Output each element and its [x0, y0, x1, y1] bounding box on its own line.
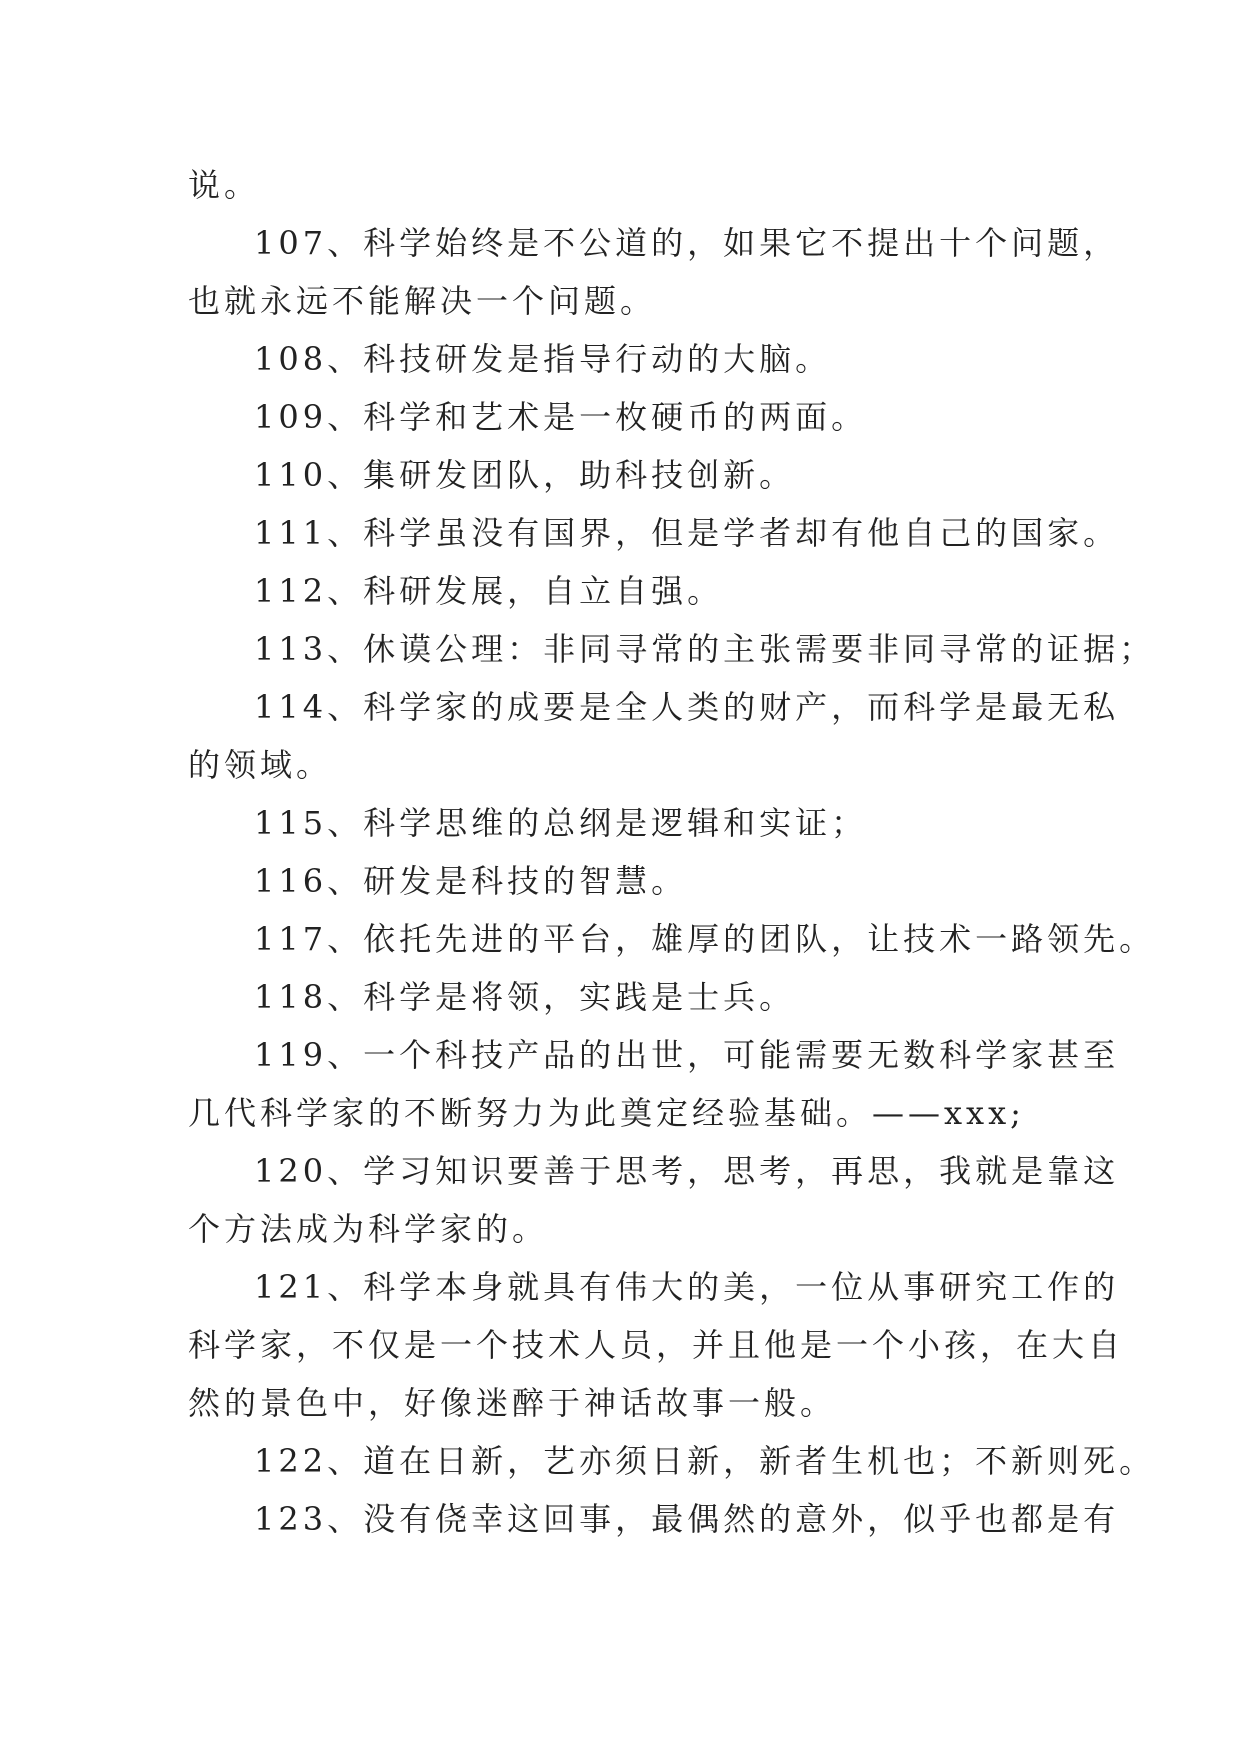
- paragraph-119-line-1: 119、一个科技产品的出世，可能需要无数科学家甚至: [254, 1036, 1120, 1074]
- paragraph-118: 118、科学是将领，实践是士兵。: [254, 978, 796, 1016]
- paragraph-117: 117、依托先进的平台，雄厚的团队，让技术一路领先。: [254, 920, 1156, 958]
- paragraph-114-line-1: 114、科学家的成要是全人类的财产，而科学是最无私: [254, 688, 1120, 726]
- paragraph-107-line-1: 107、科学始终是不公道的，如果它不提出十个问题，: [254, 224, 1120, 262]
- document-body: [188, 156, 1156, 1548]
- paragraph-109: 109、科学和艺术是一枚硬币的两面。: [254, 398, 868, 436]
- paragraph-108: 108、科技研发是指导行动的大脑。: [254, 340, 832, 378]
- paragraph-121-line-2: 科学家，不仅是一个技术人员，并且他是一个小孩，在大自: [188, 1326, 1125, 1364]
- paragraph-119-line-2: 几代科学家的不断努力为此奠定经验基础。——xxx;: [188, 1094, 1025, 1132]
- paragraph-107-line-2: 也就永远不能解决一个问题。: [188, 282, 657, 320]
- paragraph-122: 122、道在日新，艺亦须日新，新者生机也；不新则死。: [254, 1442, 1156, 1480]
- paragraph-120-line-1: 120、学习知识要善于思考，思考，再思，我就是靠这: [254, 1152, 1120, 1190]
- paragraph-112: 112、科研发展，自立自强。: [254, 572, 724, 610]
- text-line: 说。: [188, 166, 261, 204]
- paragraph-110: 110、集研发团队，助科技创新。: [254, 456, 796, 494]
- paragraph-121-line-1: 121、科学本身就具有伟大的美，一位从事研究工作的: [254, 1268, 1120, 1306]
- paragraph-114-line-2: 的领域。: [188, 746, 333, 784]
- paragraph-111: 111、科学虽没有国界，但是学者却有他自己的国家。: [254, 514, 1120, 552]
- paragraph-121-line-3: 然的景色中，好像迷醉于神话故事一般。: [188, 1384, 837, 1422]
- paragraph-113: 113、休谟公理：非同寻常的主张需要非同寻常的证据；: [254, 630, 1156, 668]
- paragraph-115: 115、科学思维的总纲是逻辑和实证；: [254, 804, 868, 842]
- paragraph-116: 116、研发是科技的智慧。: [254, 862, 688, 900]
- paragraph-120-line-2: 个方法成为科学家的。: [188, 1210, 549, 1248]
- paragraph-123: 123、没有侥幸这回事，最偶然的意外，似乎也都是有: [254, 1500, 1120, 1538]
